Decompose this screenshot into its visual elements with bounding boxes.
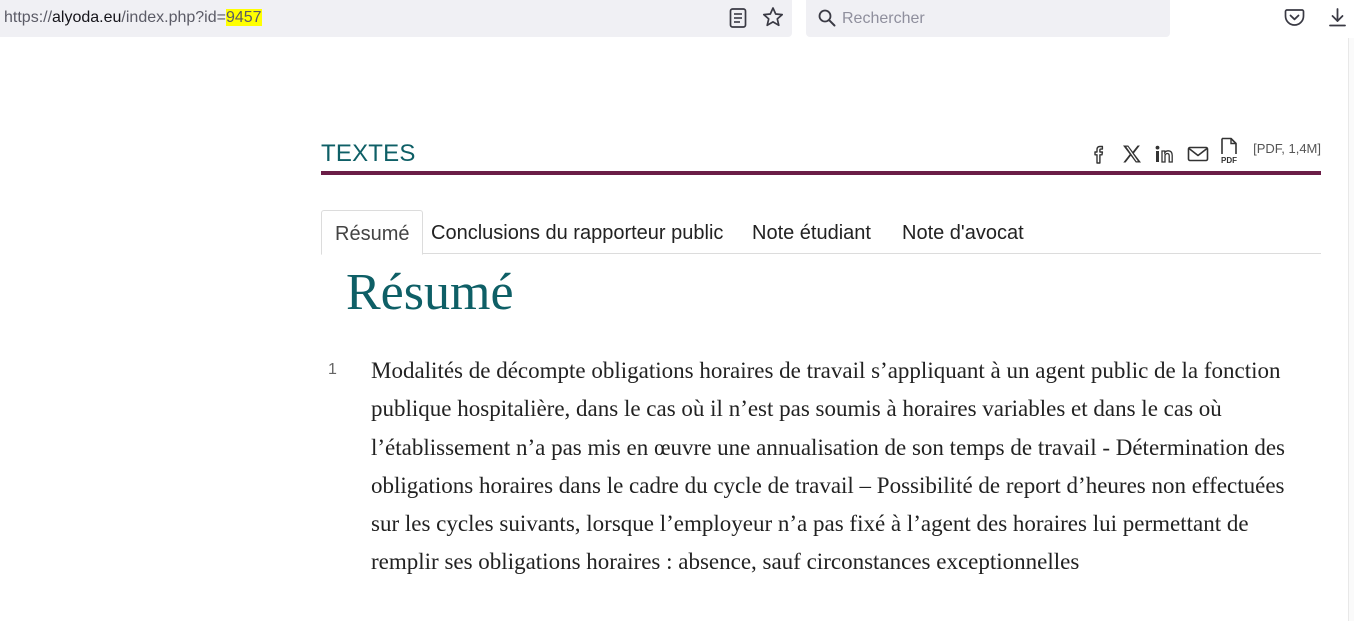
- svg-text:PDF: PDF: [1221, 156, 1237, 165]
- pocket-icon[interactable]: [1284, 7, 1305, 28]
- reader-view-icon[interactable]: [728, 7, 748, 29]
- url-highlighted-id: 9457: [225, 9, 262, 26]
- pdf-size-label: [PDF, 1,4M]: [1253, 141, 1321, 156]
- content-tabs: [321, 210, 1321, 254]
- search-icon: [817, 8, 837, 28]
- star-icon[interactable]: [762, 6, 784, 28]
- summary-paragraph: Modalités de décompte obligations horaires de travail s’appliquant à un agent public de la fonction publique hospitalière, dans le cas où il n’est pas soumis à horaires variables et dans le cas où l’établissement n’a pas mis en œuvre une annualisation de son temps de travail - Détermination des obligations horaires dans le cadre du cycle de travail – Possibilité de report d’heures non effectuées sur les cycles suivants, lorsque l’employeur n’a pas fixé à l’agent des horaires lui permettant de remplir ses obligations horaires : absence, sauf circonstances exceptionnelles: [371, 358, 1285, 575]
- search-bar[interactable]: [806, 0, 1170, 37]
- tab-note-etudiant[interactable]: Note étudiant: [752, 222, 871, 244]
- section-header: [321, 137, 1321, 175]
- paragraph-number: 1: [328, 361, 337, 378]
- section-title: TEXTES: [321, 140, 416, 167]
- pdf-icon[interactable]: [1219, 137, 1245, 165]
- url-path: /index.php?id=: [121, 9, 226, 26]
- tab-resume[interactable]: Résumé: [321, 210, 423, 255]
- url-bar[interactable]: [0, 0, 792, 37]
- url-prefix: https://: [4, 9, 53, 26]
- page-scrollbar[interactable]: [1348, 38, 1354, 621]
- url-text[interactable]: [4, 9, 262, 27]
- url-domain: alyoda.eu: [52, 9, 122, 26]
- mail-icon[interactable]: [1187, 146, 1209, 162]
- x-icon[interactable]: [1121, 144, 1143, 164]
- linkedin-icon[interactable]: [1154, 144, 1178, 164]
- download-icon[interactable]: [1327, 7, 1348, 28]
- search-input[interactable]: [842, 0, 1142, 37]
- facebook-icon[interactable]: [1089, 143, 1109, 165]
- tab-conclusions[interactable]: Conclusions du rapporteur public: [431, 222, 724, 244]
- page-title: Résumé: [346, 264, 514, 321]
- tab-note-avocat[interactable]: Note d'avocat: [902, 222, 1024, 244]
